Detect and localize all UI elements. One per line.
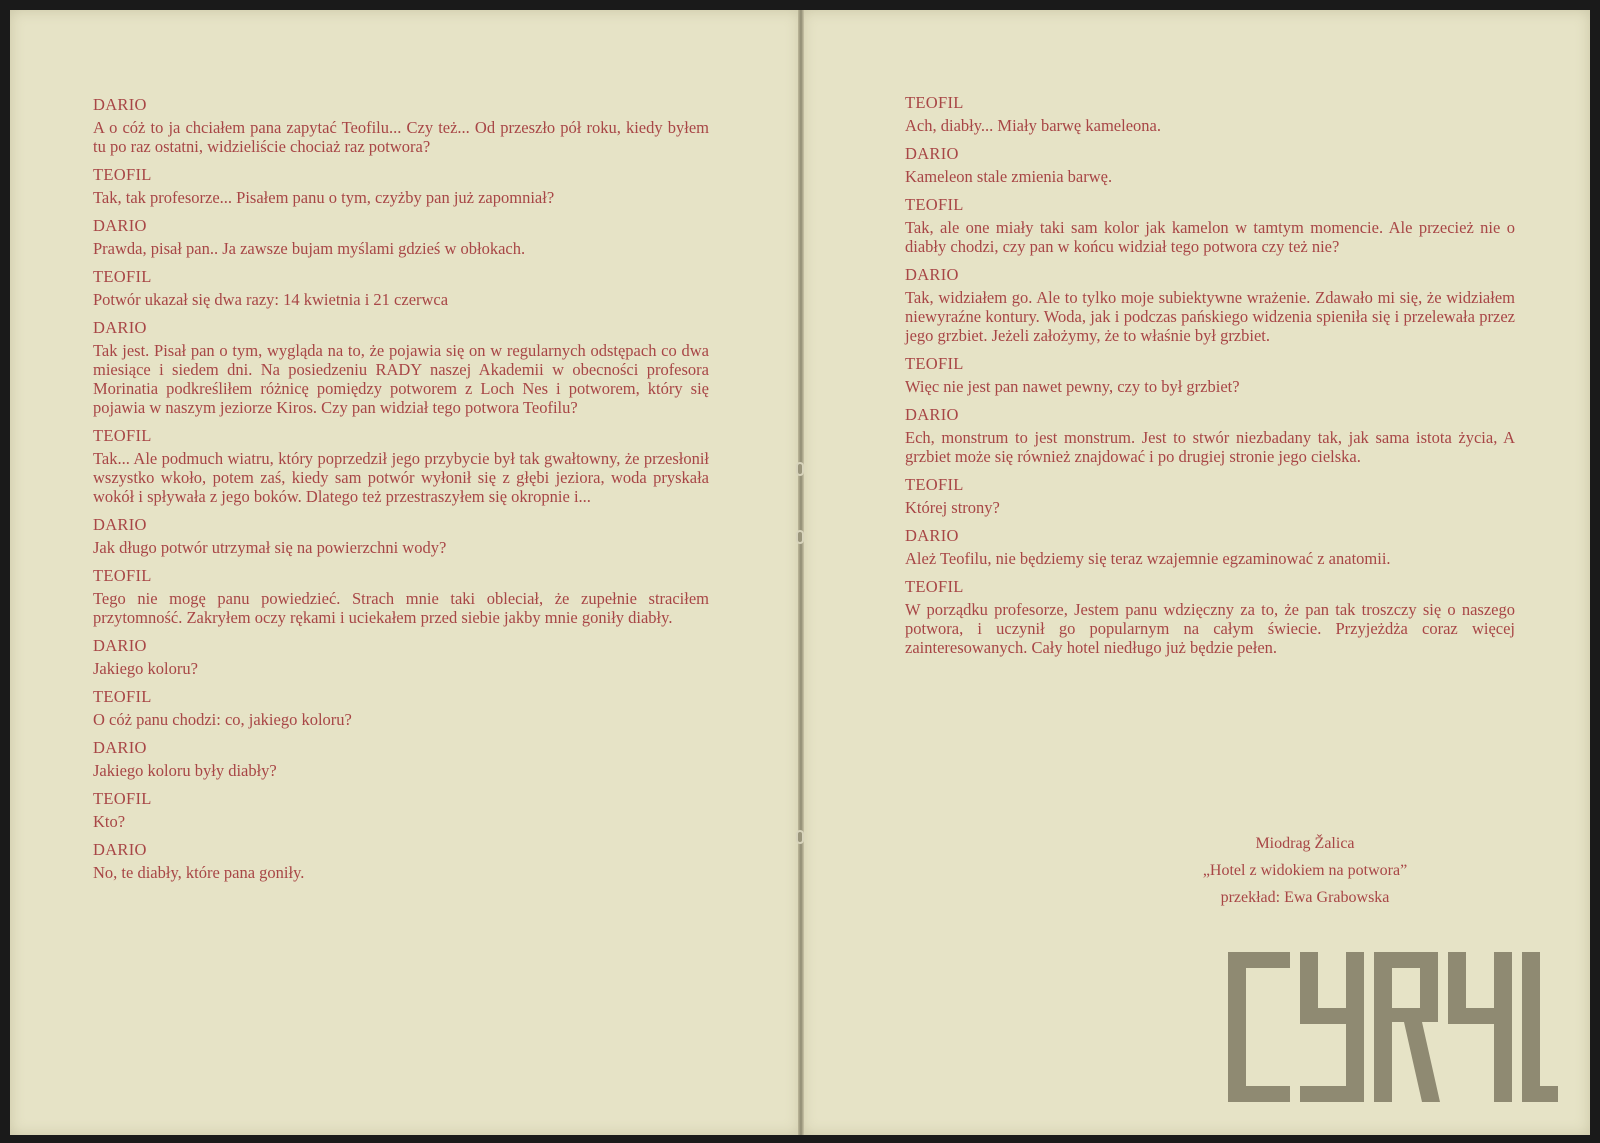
speaker-name: DARIO <box>905 405 959 424</box>
dialogue-line: Tak, tak profesorze... Pisałem panu o tym, czyżby pan już zapomniał? <box>93 188 555 207</box>
right-dialogue-column <box>905 93 1515 657</box>
left-dialogue-column <box>93 95 709 882</box>
dialogue-line: Prawda, pisał pan.. Ja zawsze bujam myślami gdzieś w obłokach. <box>93 239 526 258</box>
credits <box>1160 830 1450 911</box>
speaker-name: DARIO <box>93 636 147 655</box>
speaker-name: TEOFIL <box>93 267 152 286</box>
speaker-name: TEOFIL <box>93 566 152 585</box>
dialogue-line: Której strony? <box>905 498 1000 517</box>
speaker-name: TEOFIL <box>905 93 964 112</box>
speaker-name: TEOFIL <box>905 354 964 373</box>
dialogue-line: Tak... Ale podmuch wiatru, który poprzedził jego przybycie był tak gwałtowny, że przesłonił wszystko wkoło, potem zaś, kiedy sam potwór wyłonił się z głębi jeziora, woda pryskała wokół i spływała z jego boków. Dlatego też przestraszyłem się okropnie i... <box>93 449 709 506</box>
dialogue-line: Jakiego koloru były diabły? <box>93 761 277 780</box>
staple <box>796 530 804 544</box>
cyryl-logo-graphic <box>1228 952 1558 1102</box>
speaker-name: DARIO <box>905 265 959 284</box>
speaker-name: DARIO <box>93 318 147 337</box>
speaker-name: DARIO <box>905 144 959 163</box>
staple <box>796 462 804 476</box>
speaker-name: TEOFIL <box>93 687 152 706</box>
dialogue-line: Jak długo potwór utrzymał się na powierzchni wody? <box>93 538 447 557</box>
speaker-name: TEOFIL <box>905 195 964 214</box>
dialogue-line: Więc nie jest pan nawet pewny, czy to był grzbiet? <box>905 377 1240 396</box>
speaker-name: DARIO <box>93 515 147 534</box>
speaker-name: DARIO <box>93 840 147 859</box>
speaker-name: TEOFIL <box>905 577 964 596</box>
dialogue-line: O cóż panu chodzi: co, jakiego koloru? <box>93 710 352 729</box>
author-name: Miodrag Žalica <box>1255 835 1355 852</box>
dialogue-line: Tak, ale one miały taki sam kolor jak kamelon w tamtym momencie. Ale przecież nie o diabły chodzi, czy pan w końcu widział tego potwora czy też nie? <box>905 218 1515 256</box>
dialogue-line: Ach, diabły... Miały barwę kameleona. <box>905 116 1161 135</box>
dialogue-line: Potwór ukazał się dwa razy: 14 kwietnia i 21 czerwca <box>93 290 449 309</box>
dialogue-line: No, te diabły, które pana goniły. <box>93 863 305 882</box>
dialogue-line: Tak jest. Pisał pan o tym, wygląda na to, że pojawia się on w regularnych odstępach co dwa miesiące i siedem dni. Na posiedzeniu RADY naszej Akademii w obecności profesora Morinatia podkreśliłem różnicę pomiędzy potworem z Loch Nes i potworem, który się pojawia w naszym jeziorze Kiros. Czy pan widział tego potwora Teofilu? <box>93 341 709 417</box>
dialogue-line: Jakiego koloru? <box>93 659 198 678</box>
staple <box>796 830 804 844</box>
speaker-name: TEOFIL <box>93 165 152 184</box>
speaker-name: DARIO <box>905 526 959 545</box>
dialogue-line: Ech, monstrum to jest monstrum. Jest to stwór niezbadany tak, jak sama istota życia, A grzbiet może się również znajdować i po drugiej stronie jego cielska. <box>905 428 1515 466</box>
dialogue-line: Kto? <box>93 812 126 831</box>
cyryl-watermark-logo <box>1228 952 1558 1107</box>
speaker-name: TEOFIL <box>93 426 152 445</box>
dialogue-line: Kameleon stale zmienia barwę. <box>905 167 1113 186</box>
dialogue-line: Tak, widziałem go. Ale to tylko moje subiektywne wrażenie. Zdawało mi się, że widziałem niewyraźne kontury. Woda, jak i podczas pańskiego widzenia spieniła się i przelewała przez jego grzbiet. Jeżeli założymy, że to właśnie był grzbiet. <box>905 288 1515 345</box>
book-spine <box>798 10 804 1135</box>
dialogue-line: A o cóż to ja chciałem pana zapytać Teofilu... Czy też... Od przeszło pół roku, kiedy byłem tu po raz ostatni, widzieliście chociaż raz potwora? <box>93 118 709 156</box>
dialogue-line: Ależ Teofilu, nie będziemy się teraz wzajemnie egzaminować z anatomii. <box>905 549 1391 568</box>
dialogue-line: Tego nie mogę panu powiedzieć. Strach mnie taki obleciał, że zupełnie straciłem przytomność. Zakryłem oczy rękami i uciekałem przed siebie jakby mnie goniły diabły. <box>93 589 709 627</box>
speaker-name: TEOFIL <box>93 789 152 808</box>
play-title: „Hotel z widokiem na potwora” <box>1202 862 1408 879</box>
speaker-name: TEOFIL <box>905 475 964 494</box>
dialogue-line: W porządku profesorze, Jestem panu wdzięczny za to, że pan tak troszczy się o naszego potwora, i uczynił go popularnym na całym świecie. Przyjeżdża coraz więcej zainteresowanych. Cały hotel niedługo już będzie pełen. <box>905 600 1515 657</box>
speaker-name: DARIO <box>93 216 147 235</box>
translator-credit: przekład: Ewa Grabowska <box>1220 889 1390 906</box>
speaker-name: DARIO <box>93 95 147 114</box>
speaker-name: DARIO <box>93 738 147 757</box>
